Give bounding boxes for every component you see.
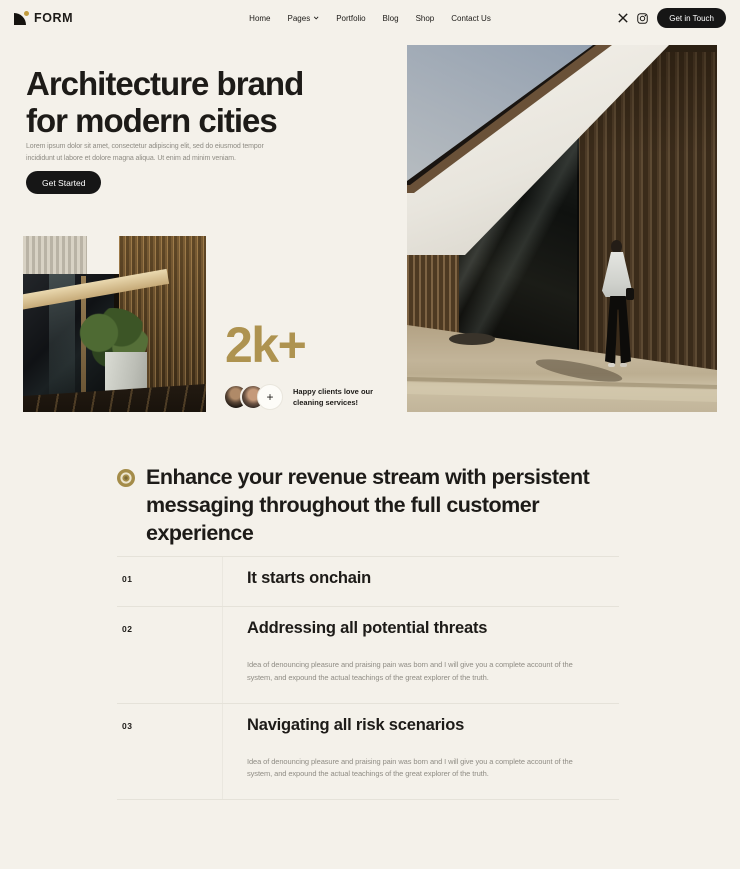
secondary-photo bbox=[23, 236, 206, 412]
logo[interactable] bbox=[14, 11, 73, 26]
nav-item-pages[interactable] bbox=[288, 14, 320, 23]
header bbox=[0, 0, 740, 36]
chevron-down-icon bbox=[313, 16, 319, 20]
nav-item-portfolio[interactable]: Portfolio bbox=[336, 13, 366, 23]
clients-stat-caption: Happy clients love our cleaning services! bbox=[293, 386, 374, 407]
nav-item-blog[interactable]: Blog bbox=[382, 13, 399, 23]
woman-head bbox=[611, 240, 622, 253]
main-nav bbox=[249, 14, 491, 23]
feature-row[interactable] bbox=[117, 703, 619, 801]
clients-stat-value: 2k+ bbox=[225, 317, 306, 373]
hero-photo bbox=[407, 45, 717, 412]
features-section-header bbox=[117, 464, 622, 548]
features-heading: Enhance your revenue stream with persistent messaging throughout the full customer experience bbox=[146, 465, 590, 545]
header-actions bbox=[618, 8, 726, 28]
hero-description: Lorem ipsum dolor sit amet, consectetur adipiscing elit, sed do eiusmod tempor incididunt ut labore et dolore magna aliqua. Ut enim ad minim veniam. bbox=[26, 143, 264, 162]
nav-item-home[interactable]: Home bbox=[249, 13, 271, 23]
feature-number: 01 bbox=[122, 574, 133, 584]
feature-title: It starts onchain bbox=[247, 569, 372, 587]
hero-title-line2: for modern cities bbox=[26, 101, 277, 139]
nav-item-shop[interactable]: Shop bbox=[415, 13, 435, 23]
nav-item-pages-label: Pages bbox=[287, 13, 311, 23]
woman-pants bbox=[605, 296, 631, 364]
get-in-touch-button[interactable]: Get in Touch bbox=[657, 8, 726, 28]
clients-stat-row bbox=[223, 384, 389, 410]
woman-bag bbox=[626, 288, 634, 300]
feature-row[interactable] bbox=[117, 606, 619, 703]
feature-number: 03 bbox=[122, 720, 133, 731]
more-clients-button[interactable]: + bbox=[257, 384, 283, 410]
bullseye-icon bbox=[117, 469, 135, 487]
features-list bbox=[117, 556, 619, 800]
logo-text: FORM bbox=[34, 11, 74, 25]
get-started-button[interactable]: Get Started bbox=[26, 171, 101, 194]
feature-title: Navigating all risk scenarios bbox=[247, 715, 465, 734]
hero-title-line1: Architecture brand bbox=[26, 65, 304, 102]
logo-icon bbox=[14, 11, 29, 26]
feature-description: Idea of denouncing pleasure and praising pain was born and I will give you a complete account of the system, and expound the actual teachings of the great explorer of the truth. bbox=[247, 660, 573, 682]
feature-title: Addressing all potential threats bbox=[247, 619, 488, 637]
instagram-icon[interactable] bbox=[637, 13, 648, 24]
feature-description: Idea of denouncing pleasure and praising pain was born and I will give you a complete account of the system, and expound the actual teachings of the great explorer of the truth. bbox=[247, 756, 573, 779]
woman-shoe bbox=[608, 363, 615, 367]
x-icon[interactable] bbox=[618, 13, 628, 23]
hero-title bbox=[26, 66, 303, 140]
nav-item-contact-us[interactable]: Contact Us bbox=[451, 13, 491, 23]
woman-figure bbox=[600, 240, 636, 375]
feature-row[interactable] bbox=[117, 556, 619, 606]
doormat bbox=[449, 333, 495, 345]
feature-number: 02 bbox=[122, 624, 133, 634]
woman-shoe bbox=[620, 363, 627, 367]
